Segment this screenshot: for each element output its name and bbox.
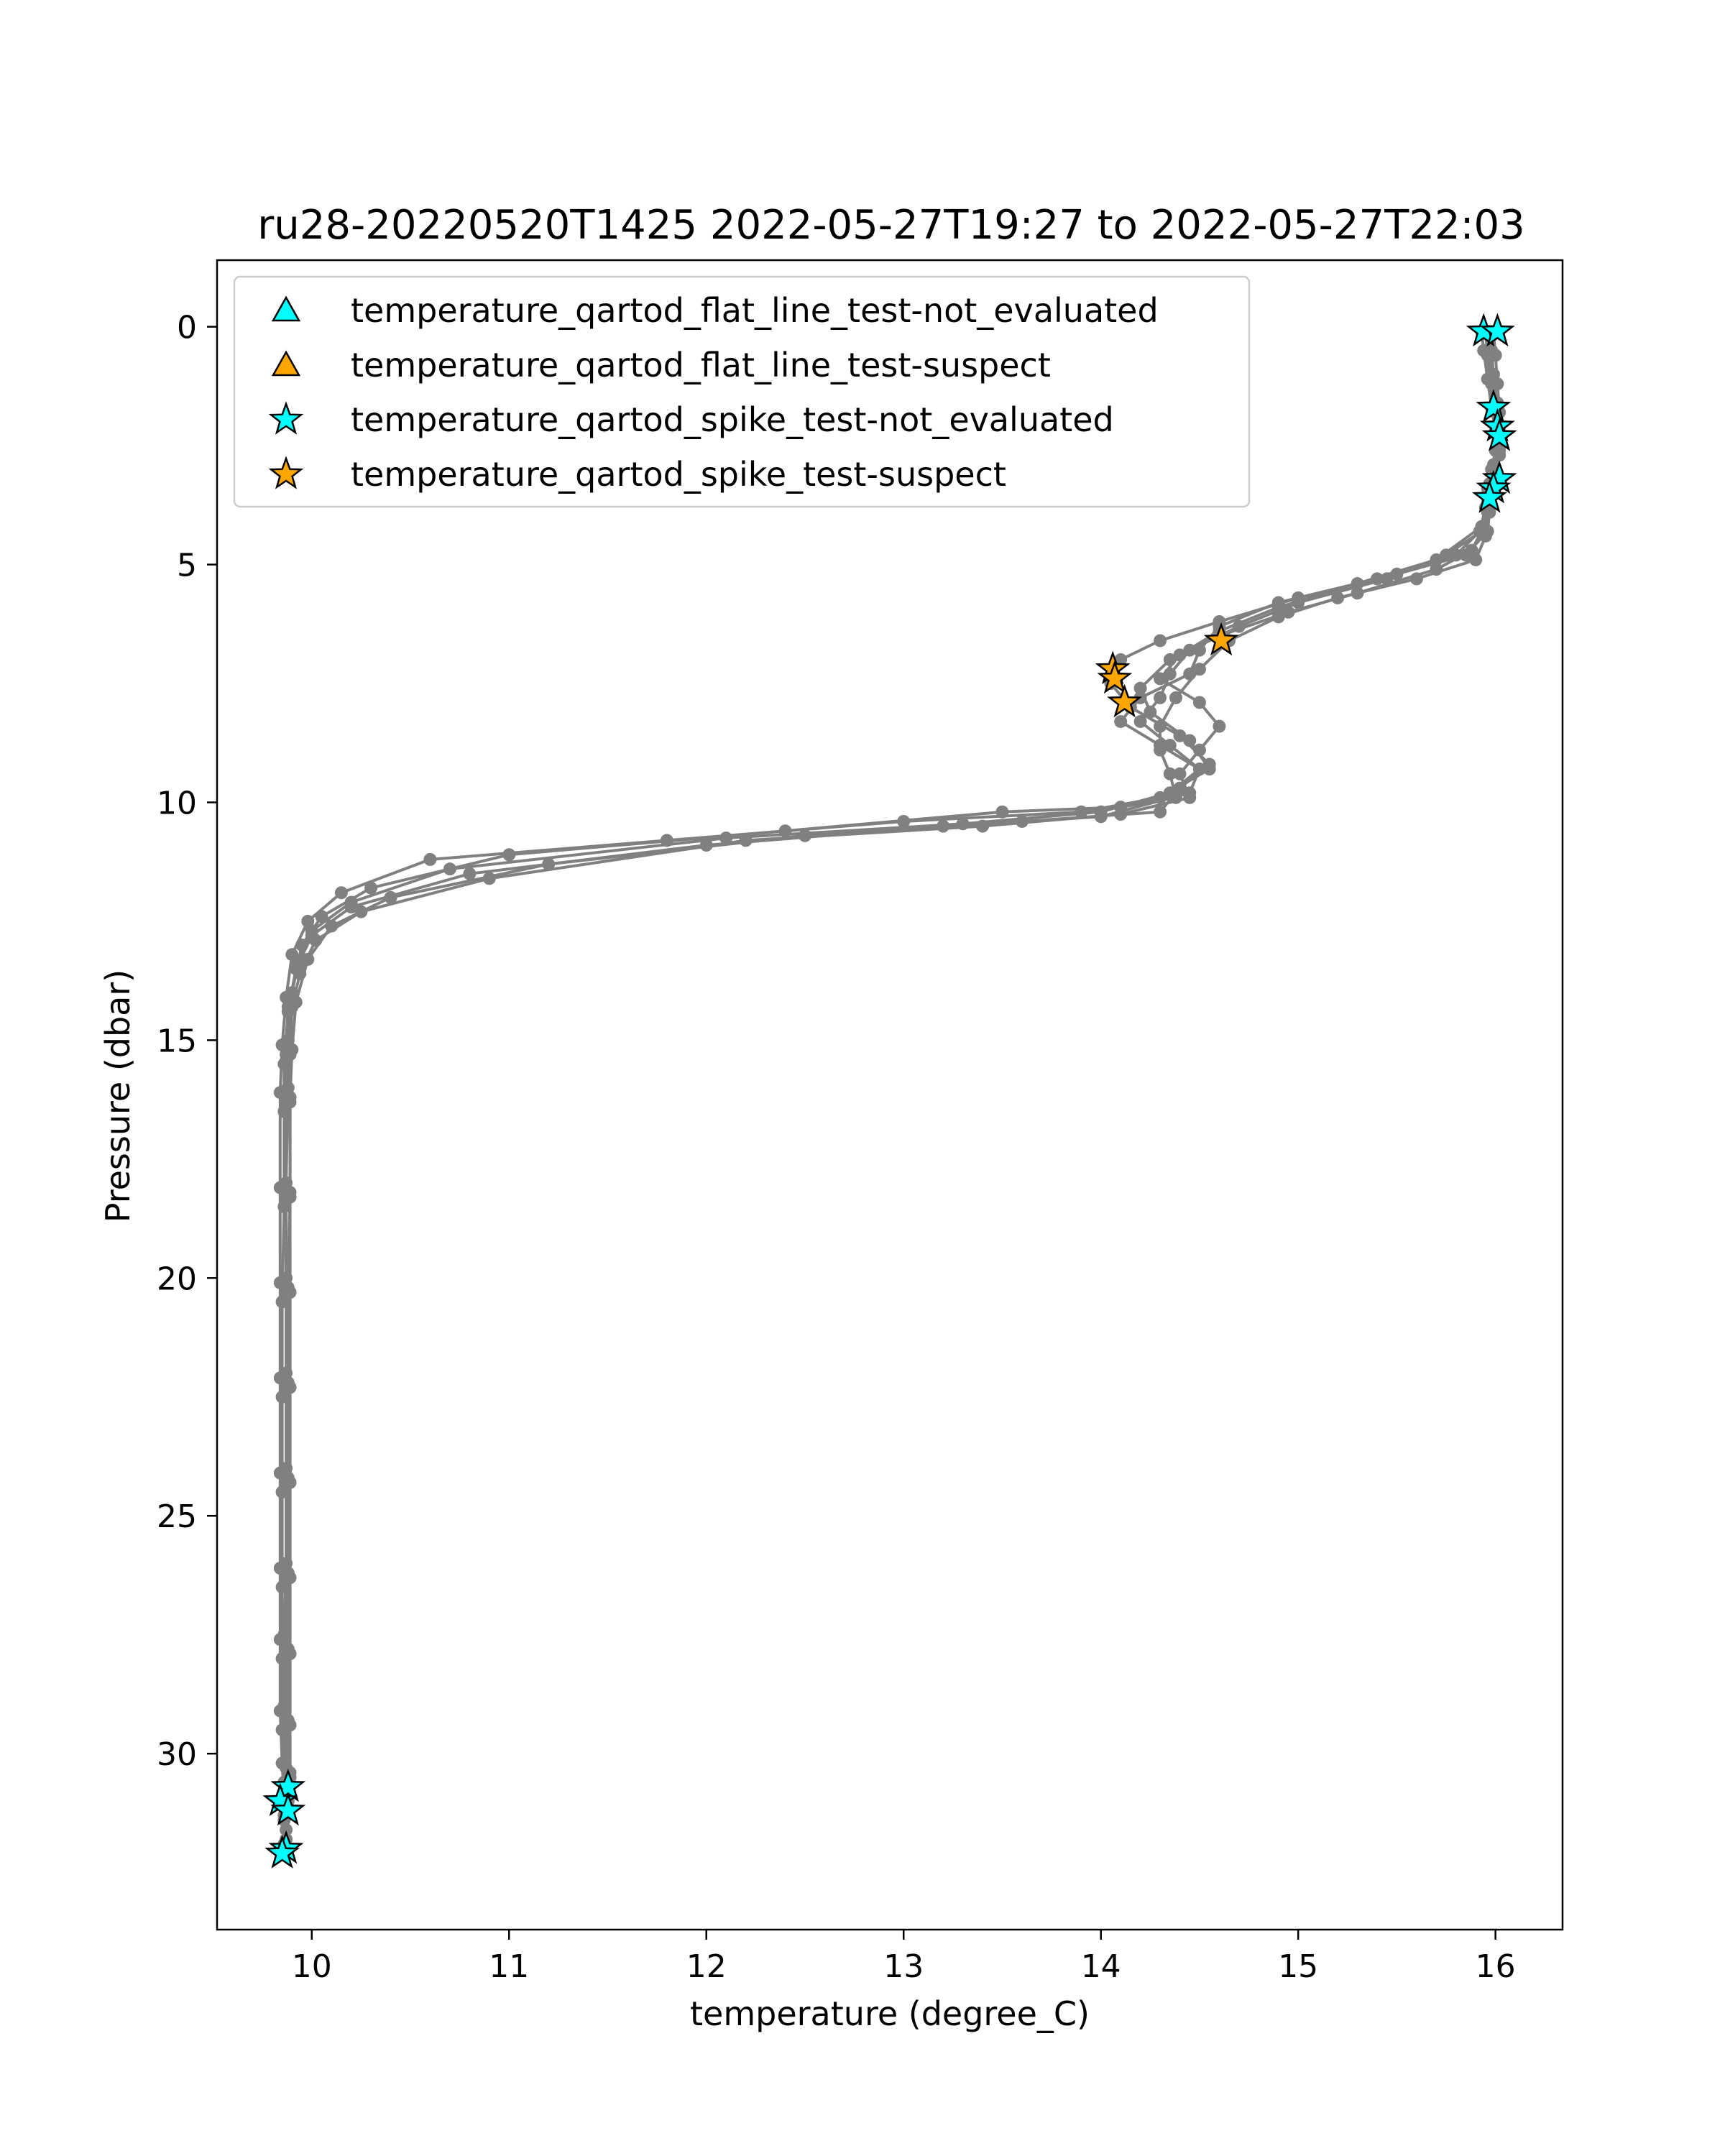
profile-point <box>1154 691 1167 704</box>
profile-point <box>1466 544 1478 557</box>
profile-point <box>1114 715 1127 728</box>
profile-point <box>483 872 496 885</box>
profile-point <box>1483 349 1496 361</box>
profile-point <box>423 853 436 866</box>
y-tick-label: 5 <box>177 547 197 584</box>
x-tick-label: 13 <box>883 1948 924 1985</box>
profile-point <box>280 1571 293 1584</box>
profile-point <box>1134 682 1147 695</box>
profile-point <box>1233 620 1246 633</box>
profile-point <box>280 1095 293 1108</box>
y-tick-label: 15 <box>157 1023 197 1060</box>
x-tick-label: 10 <box>291 1948 332 1985</box>
chart-title: ru28-20220520T1425 2022-05-27T19:27 to 2022-05-27T22:03 <box>257 202 1525 249</box>
profile-point <box>1292 596 1305 609</box>
profile-point <box>280 1476 293 1489</box>
y-tick-label: 20 <box>157 1261 197 1298</box>
profile-point <box>1485 372 1498 385</box>
legend-label: temperature_qartod_spike_test-suspect <box>351 455 1006 494</box>
x-tick-label: 12 <box>686 1948 727 1985</box>
profile-point <box>1183 668 1196 681</box>
profile-point <box>1381 572 1394 585</box>
legend-label: temperature_qartod_flat_line_test-suspect <box>351 346 1051 384</box>
profile-point <box>1475 525 1488 538</box>
legend-label: temperature_qartod_flat_line_test-not_evaluated <box>351 291 1159 330</box>
x-tick-label: 14 <box>1080 1948 1121 1985</box>
profile-point <box>1164 739 1177 752</box>
profile-point <box>335 886 348 899</box>
profile-point <box>292 957 305 970</box>
x-tick-label: 15 <box>1278 1948 1319 1985</box>
profile-point <box>354 906 367 918</box>
y-tick-label: 0 <box>177 309 197 346</box>
profile-point <box>1183 734 1196 747</box>
profile-point <box>719 831 732 844</box>
profile-point <box>280 1381 293 1394</box>
profile-point <box>1173 768 1186 780</box>
profile-point <box>1154 634 1167 647</box>
profile-point <box>1164 668 1177 681</box>
profile-point <box>305 924 318 937</box>
legend <box>234 277 1249 507</box>
profile-point <box>1134 715 1147 728</box>
profile-point <box>1193 696 1206 709</box>
profile-point <box>1183 791 1196 804</box>
profile-point <box>1193 763 1206 775</box>
profile-point <box>280 1286 293 1299</box>
profile-point <box>1193 744 1206 757</box>
y-axis-label: Pressure (dbar) <box>98 969 137 1223</box>
profile-point <box>1164 786 1177 799</box>
y-tick-label: 25 <box>157 1498 197 1536</box>
profile-point <box>282 1000 295 1013</box>
profile-point <box>1095 806 1108 819</box>
profile-point <box>280 1647 293 1660</box>
profile-point <box>1440 548 1453 561</box>
profile-point <box>1183 644 1196 657</box>
profile-point <box>463 867 476 880</box>
profile-point <box>1169 691 1182 704</box>
y-tick-label: 30 <box>157 1736 197 1774</box>
profile-point <box>280 1048 293 1061</box>
profile-point <box>280 1191 293 1204</box>
x-tick-label: 16 <box>1475 1948 1516 1985</box>
profile-point <box>957 817 970 830</box>
profile-point <box>443 862 456 875</box>
profile-point <box>1154 806 1167 819</box>
profile-point <box>1114 808 1127 821</box>
profile-point <box>1213 720 1225 733</box>
profile-point <box>345 895 358 908</box>
x-tick-label: 11 <box>489 1948 530 1985</box>
x-axis-label: temperature (degree_C) <box>690 1994 1090 2033</box>
profile-point <box>280 1718 293 1731</box>
legend-label: temperature_qartod_spike_test-not_evaluated <box>351 400 1114 439</box>
y-tick-label: 10 <box>157 785 197 822</box>
